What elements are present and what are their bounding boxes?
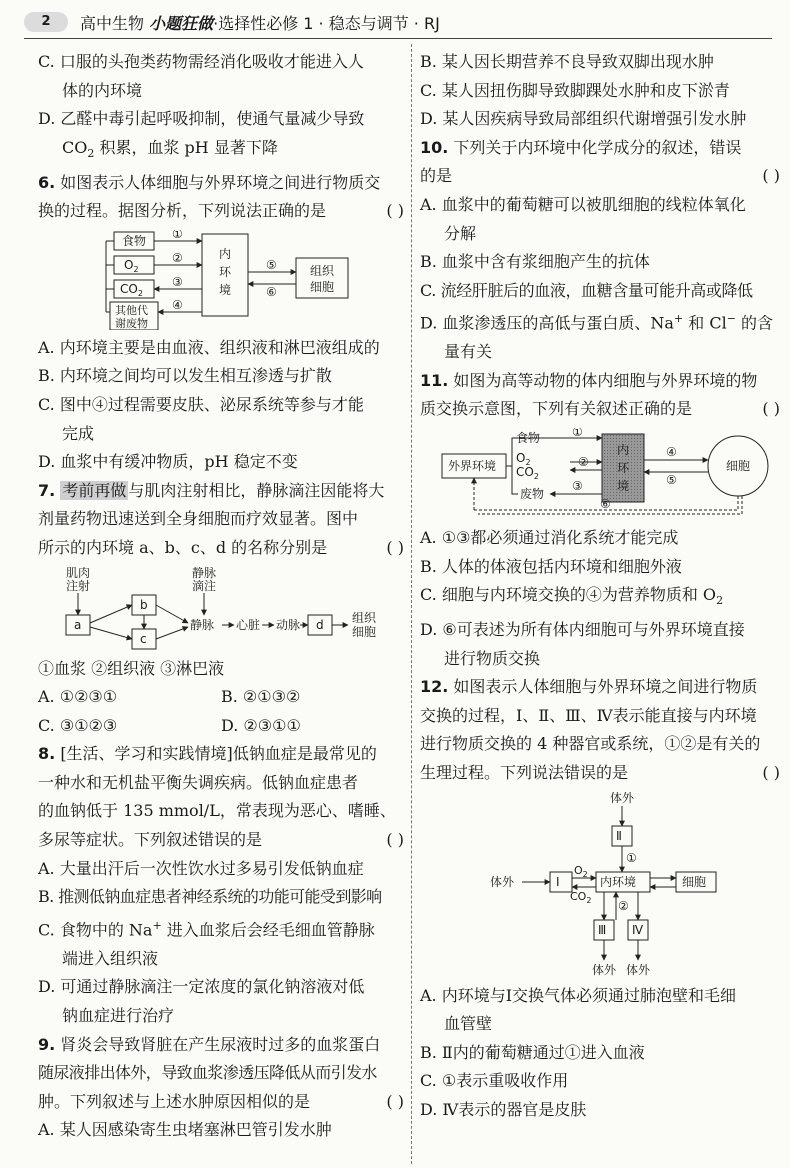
q7-iv-label-1: 静脉 bbox=[192, 566, 217, 580]
q8-option-c: C. 食物中的 Na+ 进入血浆后会经毛细血管静脉 端进入组织液 bbox=[38, 918, 375, 968]
q11-co2-label: $CO_2$ bbox=[516, 465, 539, 482]
q6-waste-label-2: 谢废物 bbox=[115, 316, 148, 330]
q7-heart-label: 心脏 bbox=[236, 617, 261, 632]
q11-arrow-num-2: ② bbox=[578, 455, 589, 470]
q10-option-c: C. 流经肝脏后的血液，血糖含量可能升高或降低 bbox=[420, 280, 753, 300]
q6-co2-label: $CO_2$ bbox=[120, 281, 143, 298]
page-number: 2 bbox=[24, 12, 68, 32]
q7-iv-label-2: 滴注 bbox=[192, 578, 217, 593]
q6-ie-char-1: 内 bbox=[219, 246, 232, 261]
q11-ie-char-1: 内 bbox=[617, 443, 630, 458]
q11-option-a: A. ①③都必须通过消化系统才能完成 bbox=[420, 528, 679, 548]
q7-label-c: c bbox=[140, 631, 147, 646]
q6-ie-char-3: 境 bbox=[219, 282, 232, 297]
q12-bottom-outside-label-2: 体外 bbox=[626, 962, 651, 977]
q12-stem: 12. 如图表示人体细胞与外界环境之间进行物质 交换的过程，Ⅰ、Ⅱ、Ⅲ、Ⅳ表示能直接与内环境 进行物质交换的 4 种器官或系统，①②是有关的 生理过程。下列说法错误的是 ( ) bbox=[420, 677, 780, 782]
header-brand: 小题狂做 bbox=[149, 14, 214, 33]
q7-vein-label: 静脉 bbox=[190, 617, 215, 632]
q12-cell-label: 细胞 bbox=[682, 874, 707, 889]
q6-arrow-num-3: ③ bbox=[172, 274, 183, 289]
q11-ie-char-3: 境 bbox=[617, 479, 630, 494]
q8-stem: 8. [生活、学习和实践情境]低钠血症是最常见的 一种水和无机盐平衡失调疾病。低钠血症患者 的血钠低于 135 mmol/L，常表现为恶心、嗜睡、 多尿等症状。下列叙述错误的是 ( ) bbox=[38, 744, 404, 850]
q6-option-c: C. 图中④过程需要皮肤、泌尿系统等参与才能 完成 bbox=[38, 394, 364, 443]
header-rule bbox=[24, 38, 772, 39]
q8-option-a: A. 大量出汗后一次性饮水过多易引发低钠血症 bbox=[38, 858, 364, 878]
q9-option-a: A. 某人因感染寄生虫堵塞淋巴管引发水肿 bbox=[38, 1120, 332, 1140]
q12-label-IV: Ⅳ bbox=[632, 922, 644, 937]
q7-im-label-1: 肌肉 bbox=[66, 566, 91, 580]
q6-diagram bbox=[38, 230, 404, 330]
q9-option-d: D. 某人因疾病导致局部组织代谢增强引发水肿 bbox=[420, 109, 747, 129]
q11-stem: 11. 如图为高等动物的体内细胞与外界环境的物 质交换示意图，下列有关叙述正确的是 ( ) bbox=[420, 370, 780, 419]
q12-box-II bbox=[612, 826, 632, 846]
q7-im-label-2: 注射 bbox=[66, 578, 91, 593]
q12-bottom-outside-label-1: 体外 bbox=[592, 962, 617, 977]
q6-food-label: 食物 bbox=[122, 233, 147, 248]
q6-option-b: B. 内环境之间均可以发生相互渗透与扩散 bbox=[38, 366, 332, 386]
q10-option-d: D. 血浆渗透压的高低与蛋白质、Na+ 和 Cl− 的含 量有关 bbox=[420, 312, 774, 362]
q10-option-b: B. 血浆中含有浆细胞产生的抗体 bbox=[420, 252, 650, 272]
q7-label-a: a bbox=[74, 617, 82, 632]
q11-ie-char-2: 环 bbox=[617, 461, 630, 476]
q7-cell-label-2: 细胞 bbox=[352, 624, 377, 639]
q7-option-a: A. ①②③① bbox=[38, 687, 118, 707]
left-column bbox=[38, 48, 404, 1145]
q8-tag: [生活、学习和实践情境] bbox=[60, 744, 233, 764]
q6-o2-label: $O_2$ bbox=[124, 257, 139, 274]
q7-artery-label: 动脉 bbox=[276, 617, 301, 632]
q6-arrow-num-1: ① bbox=[172, 229, 183, 241]
q7-tag: 考前再做 bbox=[62, 480, 127, 500]
q12-option-d: D. Ⅳ表示的器官是皮肤 bbox=[420, 1099, 587, 1119]
q11-arrow-num-1: ① bbox=[572, 428, 583, 440]
q7-diagram bbox=[38, 567, 404, 651]
q7-options bbox=[38, 683, 404, 740]
q11-waste-label: 废物 bbox=[520, 487, 545, 502]
q7-label-d: d bbox=[316, 617, 324, 632]
q6-arrow-num-4: ④ bbox=[172, 297, 183, 312]
q6-cell-label-1: 组织 bbox=[310, 263, 335, 278]
q12-top-outside-label: 体外 bbox=[610, 791, 635, 805]
q11-food-label: 食物 bbox=[516, 431, 541, 446]
q7-cell-label-1: 组织 bbox=[352, 610, 377, 625]
column-divider bbox=[411, 44, 412, 1164]
header-subject: 高中生物 bbox=[80, 14, 150, 33]
q11-option-c: C. 细胞与内环境交换的④为营养物质和 $O_2$ bbox=[420, 585, 724, 608]
q7-option-b: B. ②①③② bbox=[221, 687, 301, 707]
q6-cell-label-2: 细胞 bbox=[310, 279, 335, 294]
right-column bbox=[420, 48, 780, 1125]
q10-stem: 10. 下列关于内环境中化学成分的叙述，错误 的是 ( ) bbox=[420, 137, 780, 186]
q8-option-b: B. 推测低钠血症患者神经系统的功能可能受到影响 bbox=[38, 887, 382, 907]
q11-o2-label: $O_2$ bbox=[516, 451, 531, 468]
q11-cell-label: 细胞 bbox=[726, 459, 751, 474]
header-title bbox=[80, 11, 440, 34]
q7-legend: ①血浆 ②组织液 ③淋巴液 bbox=[38, 658, 225, 678]
q12-label-I: Ⅰ bbox=[556, 874, 560, 889]
q8-option-d: D. 可通过静脉滴注一定浓度的氯化钠溶液对低 钠血症进行治疗 bbox=[38, 977, 365, 1025]
q7-option-d: D. ②③①① bbox=[221, 715, 301, 735]
q6-option-a: A. 内环境主要是由血液、组织液和淋巴液组成的 bbox=[38, 337, 380, 357]
q10-option-a: A. 血浆中的葡萄糖可以被肌细胞的线粒体氧化 分解 bbox=[420, 194, 746, 243]
q12-label-III: Ⅲ bbox=[598, 922, 607, 937]
q12-box-I bbox=[550, 872, 572, 892]
page-header bbox=[0, 0, 790, 40]
q11-arrow-num-5: ⑤ bbox=[666, 473, 677, 488]
q6-stem: 6. 如图表示人体细胞与外界环境之间进行物质交 换的过程。据图分析，下列说法正确的是 ( ) bbox=[38, 172, 404, 221]
q6-waste-label-1: 其他代 bbox=[115, 303, 148, 317]
q6-option-d: D. 血浆中有缓冲物质，pH 稳定不变 bbox=[38, 452, 298, 472]
q12-option-a: A. 内环境与Ⅰ交换气体必须通过肺泡壁和毛细 血管壁 bbox=[420, 985, 737, 1034]
q11-option-b: B. 人体的体液包括内环境和细胞外液 bbox=[420, 556, 682, 576]
q12-label-II: Ⅱ bbox=[616, 828, 622, 843]
q11-arrow-num-4: ④ bbox=[666, 445, 677, 460]
q12-option-b: B. Ⅱ内的葡萄糖通过①进入血液 bbox=[420, 1042, 645, 1062]
q9-option-c: C. 某人因扭伤脚导致脚踝处水肿和皮下淤青 bbox=[420, 80, 730, 100]
q6-arrow-num-2: ② bbox=[172, 250, 183, 265]
q11-arrow-num-6: ⑥ bbox=[600, 497, 611, 512]
q7-stem: 7. 考前再做 与肌肉注射相比，静脉滴注因能将大 剂量药物迅速送到全身细胞而疗效显著。图中 所示的内环境 a、b、c、d 的名称分别是 ( ) bbox=[38, 480, 404, 557]
q12-ie-label: 内环境 bbox=[600, 874, 637, 889]
q12-o2-label: $O_2$ bbox=[574, 863, 588, 879]
header-series: ·选择性必修 1 · 稳态与调节 · RJ bbox=[213, 14, 440, 33]
q9-stem: 9. 肾炎会导致肾脏在产生尿液时过多的血浆蛋白 随尿液排出体外，导致血浆渗透压降低从而引发水 肿。下列叙述与上述水肿原因相似的是 ( ) bbox=[38, 1034, 404, 1111]
q7-label-b: b bbox=[140, 597, 148, 612]
q11-option-d: D. ⑥可表述为所有体内细胞可与外界环境直接 进行物质交换 bbox=[420, 620, 745, 668]
q5-option-d: D. 乙醛中毒引起呼吸抑制，使通气量减少导致 $CO_2$ 积累，血浆 pH 显著下降 bbox=[38, 109, 365, 160]
q12-arrow-num-1: ① bbox=[626, 850, 637, 865]
q12-left-outside-label: 体外 bbox=[490, 874, 515, 889]
q12-option-c: C. ①表示重吸收作用 bbox=[420, 1071, 569, 1091]
q7-option-c: C. ③①②③ bbox=[38, 715, 118, 735]
q11-arrow-num-3: ③ bbox=[572, 479, 583, 494]
q6-arrow-num-5: ⑤ bbox=[266, 257, 277, 272]
q5-option-c: C. 口服的头孢类药物需经消化吸收才能进入人 体的内环境 bbox=[38, 52, 364, 100]
q9-option-b: B. 某人因长期营养不良导致双脚出现水肿 bbox=[420, 52, 714, 71]
q12-co2-label: $CO_2$ bbox=[570, 889, 592, 905]
q11-diagram bbox=[420, 428, 780, 520]
q11-outside-label: 外界环境 bbox=[448, 459, 497, 474]
q12-arrow-num-2: ② bbox=[618, 898, 629, 913]
q12-diagram bbox=[420, 792, 780, 978]
q6-arrow-num-6: ⑥ bbox=[266, 284, 277, 299]
q6-ie-char-2: 环 bbox=[219, 264, 232, 279]
